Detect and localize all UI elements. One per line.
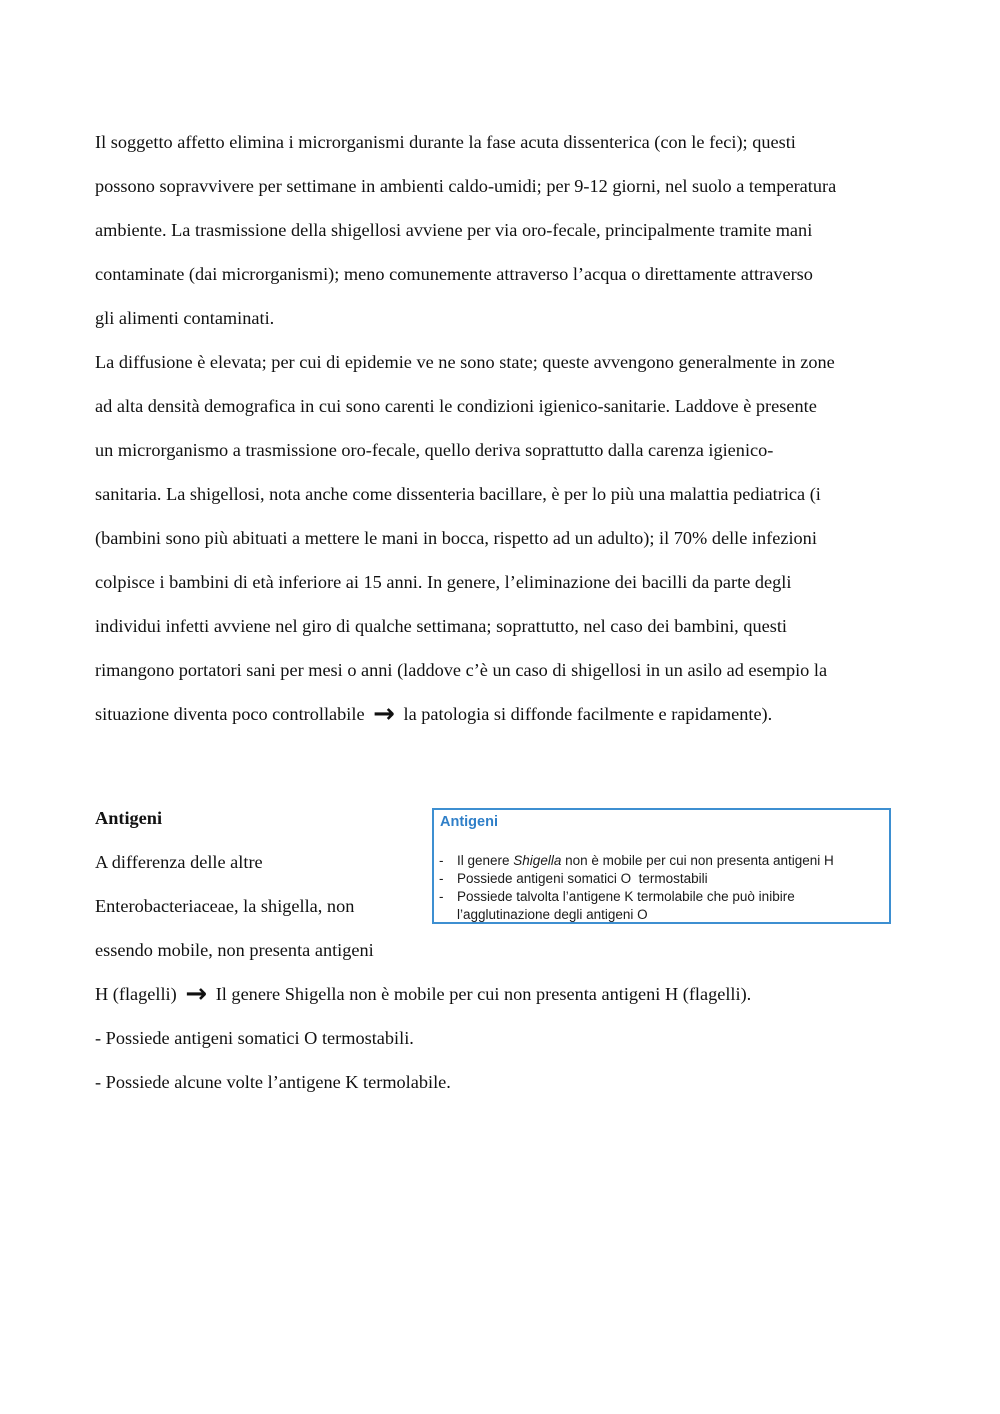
dash: - (439, 871, 444, 886)
bullet-item: - Possiede alcune volte l’antigene K termolabile. (95, 1072, 451, 1092)
text-segment: Il genere Shigella non è mobile per cui non presenta antigeni H (flagelli). (215, 984, 752, 1004)
text-line: individui infetti avviene nel giro di qualche settimana; soprattutto, nel caso dei bambini, questi (95, 616, 787, 636)
text-line: possono sopravvivere per settimane in ambienti caldo-umidi; per 9-12 giorni, nel suolo a temperatura (95, 176, 837, 196)
text-line-with-arrow (95, 699, 773, 729)
section-heading: Antigeni (95, 808, 163, 828)
text-line: ad alta densità demografica in cui sono carenti le condizioni igienico-sanitarie. Laddove è presente (95, 396, 817, 416)
info-box-item (439, 870, 708, 888)
dash: - (439, 889, 444, 904)
text-line-with-arrow (95, 979, 752, 1009)
item-text: non è mobile per cui non presenta antigeni H (561, 853, 834, 868)
text-line: colpisce i bambini di età inferiore ai 15 anni. In genere, l’eliminazione dei bacilli da parte degli (95, 572, 792, 592)
text-line: Il soggetto affetto elimina i microrganismi durante la fase acuta dissenterica (con le feci); questi (95, 132, 796, 152)
dash: - (439, 853, 444, 868)
item-text: l’agglutinazione degli antigeni O (457, 907, 648, 922)
text-line: (bambini sono più abituati a mettere le mani in bocca, rispetto ad un adulto); il 70% delle infezioni (95, 528, 817, 548)
item-text: Possiede talvolta l’antigene K termolabile che può inibire (457, 889, 795, 904)
info-box-item-continuation (439, 906, 648, 924)
info-box-title: Antigeni (440, 814, 498, 830)
info-box-item (439, 888, 795, 906)
text-line: essendo mobile, non presenta antigeni (95, 940, 374, 960)
antigeni-info-box (432, 808, 891, 924)
genus-name: Shigella (513, 853, 562, 868)
text-line: sanitaria. La shigellosi, nota anche come dissenteria bacillare, è per lo più una malattia pediatrica (i (95, 484, 821, 504)
text-line: rimangono portatori sani per mesi o anni (laddove c’è un caso di shigellosi in un asilo ad esempio la (95, 660, 828, 680)
text-line: La diffusione è elevata; per cui di epidemie ve ne sono state; queste avvengono generalmente in zone (95, 352, 835, 372)
bullet-item: - Possiede antigeni somatici O termostabili. (95, 1028, 414, 1048)
item-text: Possiede antigeni somatici O termostabili (457, 871, 708, 886)
text-line: Enterobacteriaceae, la shigella, non (95, 896, 355, 916)
item-text: Il genere (457, 853, 514, 868)
info-box-item (439, 852, 834, 870)
text-line: ambiente. La trasmissione della shigellosi avviene per via oro-fecale, principalmente tramite mani (95, 220, 813, 240)
right-arrow-icon: → (373, 699, 395, 729)
text-line: un microrganismo a trasmissione oro-fecale, quello deriva soprattutto dalla carenza igienico- (95, 440, 774, 460)
text-line: gli alimenti contaminati. (95, 308, 275, 328)
right-arrow-icon: → (185, 979, 208, 1009)
text-segment: la patologia si diffonde facilmente e rapidamente). (403, 704, 773, 724)
text-segment: situazione diventa poco controllabile (95, 704, 365, 724)
text-segment: H (flagelli) (95, 984, 177, 1004)
text-line: contaminate (dai microrganismi); meno comunemente attraverso l’acqua o direttamente attraverso (95, 264, 813, 284)
text-line: A differenza delle altre (95, 852, 263, 872)
